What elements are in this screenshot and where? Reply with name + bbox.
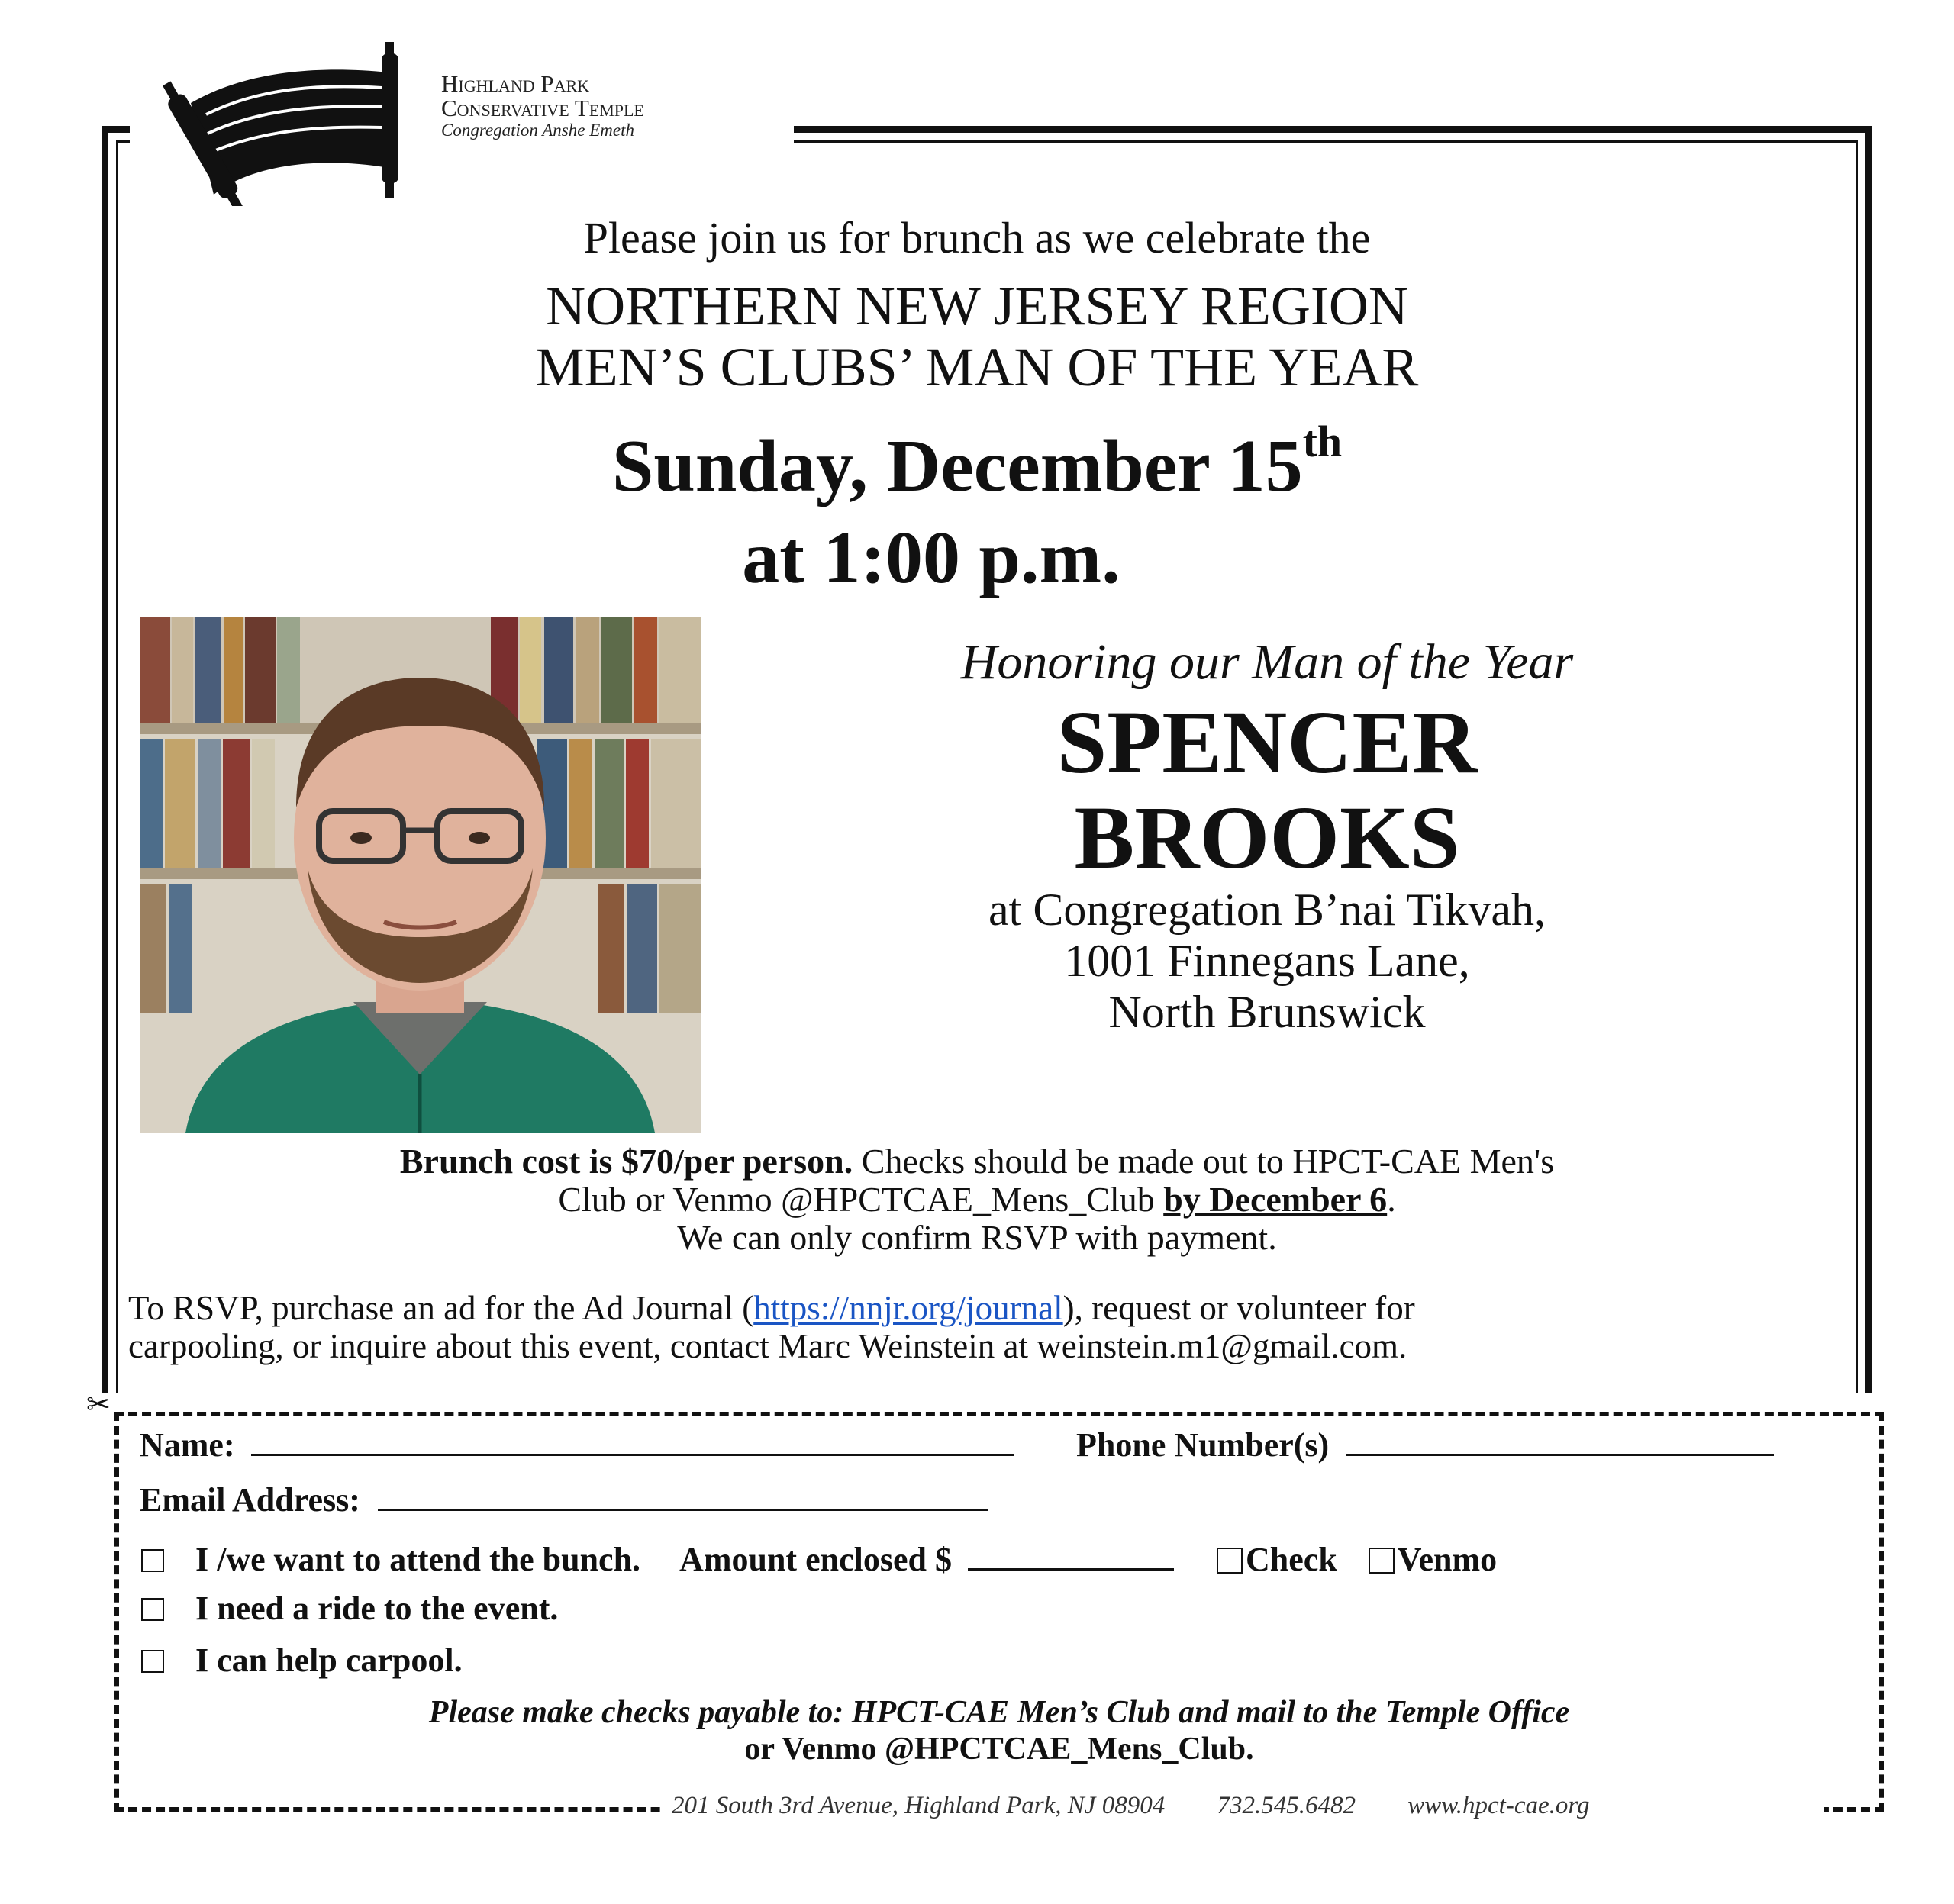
honoree-first-name: SPENCER (1056, 692, 1478, 792)
rsvp-line-1-pre: To RSVP, purchase an ad for the Ad Journal ( (128, 1289, 754, 1327)
journal-link[interactable]: https://nnjr.org/journal (753, 1289, 1063, 1327)
cost-line-1-rest: Checks should be made out to HPCT-CAE Men's (853, 1142, 1555, 1181)
logo-line-1: Highland Park (441, 70, 590, 97)
amount-label: Amount enclosed $ (679, 1541, 952, 1578)
attend-label: I /we want to attend the bunch. (195, 1541, 641, 1578)
phone-label: Phone Number(s) (1076, 1426, 1330, 1464)
logo-line-3: Congregation Anshe Emeth (441, 121, 634, 140)
name-field[interactable] (251, 1423, 1014, 1456)
carpool-label: I can help carpool. (195, 1641, 463, 1679)
headline-line-1: NORTHERN NEW JERSEY REGION (546, 275, 1408, 337)
cost-line-2 (0, 1179, 1954, 1219)
cost-line-2-pre: Club or Venmo @HPCTCAE_Mens_Club (558, 1180, 1164, 1219)
footer-phone: 732.545.6482 (1217, 1792, 1356, 1819)
footer-address: 201 South 3rd Avenue, Highland Park, NJ 08904 (672, 1792, 1166, 1819)
email-field[interactable] (378, 1478, 988, 1511)
phone-field[interactable] (1346, 1423, 1774, 1456)
rsvp-line-1-post: ), request or volunteer for (1062, 1289, 1415, 1327)
event-time: at 1:00 p.m. (742, 517, 1120, 599)
check-label: Check (1245, 1541, 1337, 1578)
carpool-row (141, 1641, 463, 1680)
ride-label: I need a ride to the event. (195, 1590, 559, 1627)
honoree-last-name: BROOKS (1074, 788, 1460, 888)
venue-line-3: North Brunswick (1108, 987, 1426, 1037)
attend-row (141, 1538, 1497, 1579)
email-label: Email Address: (140, 1481, 360, 1519)
cost-line-2-post: . (1387, 1180, 1396, 1219)
torah-scroll-logo (160, 42, 412, 206)
date-suffix: th (1302, 417, 1343, 466)
headline-line-2: MEN’S CLUBS’ MAN OF THE YEAR (535, 337, 1419, 398)
venmo-checkbox[interactable] (1369, 1548, 1395, 1574)
honoring-text: Honoring our Man of the Year (960, 634, 1574, 690)
payment-note-1: Please make checks payable to: HPCT-CAE Men’s Club and mail to the Temple Office (428, 1695, 1570, 1730)
venue-line-1: at Congregation B’nai Tikvah, (988, 884, 1546, 935)
ride-row (141, 1589, 558, 1628)
rsvp-line-2: carpooling, or inquire about this event, contact Marc Weinstein at weinstein.m1@gmail.com. (128, 1327, 1407, 1365)
intro-text: Please join us for brunch as we celebrate the (583, 213, 1371, 263)
amount-field[interactable] (968, 1538, 1174, 1571)
name-row (140, 1423, 1014, 1464)
cost-line-3: We can only confirm RSVP with payment. (677, 1218, 1277, 1257)
check-checkbox[interactable] (1217, 1548, 1243, 1574)
venmo-label: Venmo (1397, 1541, 1498, 1578)
name-label: Name: (140, 1426, 235, 1464)
footer-website[interactable]: www.hpct-cae.org (1407, 1792, 1590, 1819)
cost-bold: Brunch cost is $70/per person. (399, 1142, 853, 1181)
rsvp-line-1 (128, 1288, 1884, 1328)
ride-checkbox[interactable] (141, 1598, 164, 1621)
cost-line-1 (0, 1141, 1954, 1181)
carpool-checkbox[interactable] (141, 1650, 164, 1673)
scissors-icon: ✂ (86, 1389, 111, 1421)
payment-deadline: by December 6 (1163, 1180, 1388, 1219)
logo-line-2: Conservative Temple (441, 95, 644, 121)
attend-checkbox[interactable] (141, 1549, 164, 1572)
email-row (140, 1478, 988, 1519)
event-date (0, 417, 1954, 509)
payment-note-2: or Venmo @HPCTCAE_Mens_Club. (744, 1732, 1254, 1767)
phone-row (1076, 1423, 1774, 1464)
footer-contact (672, 1792, 1590, 1820)
venue-line-2: 1001 Finnegans Lane, (1064, 936, 1470, 986)
event-date-text: Sunday, December 15 (611, 425, 1303, 507)
honoree-photo (140, 617, 701, 1133)
